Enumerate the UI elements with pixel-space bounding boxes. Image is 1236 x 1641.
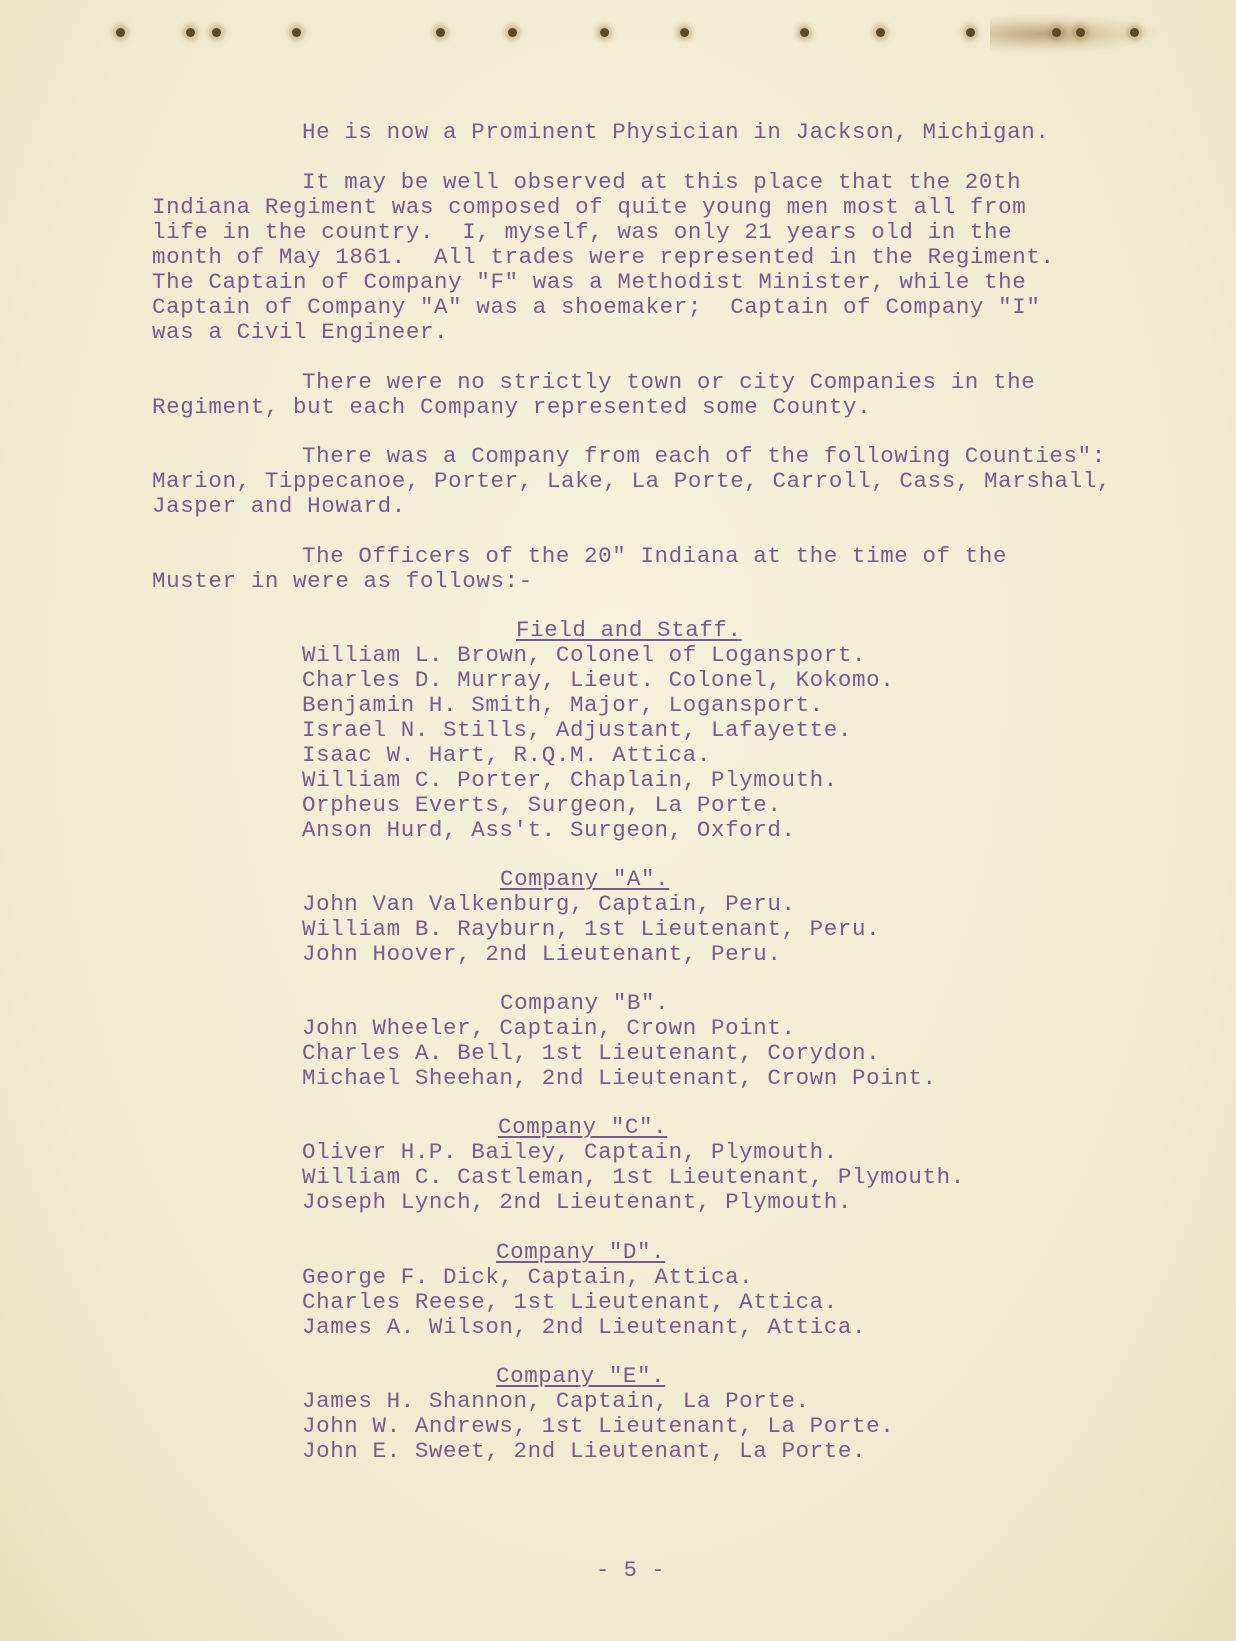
officer-entry: Charles D. Murray, Lieut. Colonel, Kokomo.	[302, 667, 895, 693]
officer-entry: William B. Rayburn, 1st Lieutenant, Peru.	[302, 916, 881, 942]
officer-entry: Benjamin H. Smith, Major, Logansport.	[302, 692, 824, 718]
text-line: Marion, Tippecanoe, Porter, Lake, La Porte, Carroll, Cass, Marshall,	[152, 468, 1111, 494]
officer-entry: George F. Dick, Captain, Attica.	[302, 1264, 754, 1290]
text-line: life in the country. I, myself, was only 21 years old in the	[152, 219, 1013, 245]
binding-hole	[186, 28, 195, 37]
text-line: Jasper and Howard.	[152, 493, 406, 519]
intro-line: He is now a Prominent Physician in Jackson, Michigan.	[302, 119, 1050, 145]
officer-entry: William C. Porter, Chaplain, Plymouth.	[302, 767, 838, 793]
page-number: - 5 -	[596, 1558, 666, 1583]
text-line: The Officers of the 20" Indiana at the time of the	[302, 543, 1008, 569]
text-line: It may be well observed at this place that the 20th	[302, 169, 1022, 195]
officer-entry: Oliver H.P. Bailey, Captain, Plymouth.	[302, 1139, 838, 1165]
section-heading: Field and Staff.	[516, 617, 742, 643]
binding-hole	[1076, 28, 1085, 37]
officer-entry: John W. Andrews, 1st Lieutenant, La Porte.	[302, 1413, 895, 1439]
section-heading: Company "B".	[500, 990, 670, 1016]
officer-entry: John Van Valkenburg, Captain, Peru.	[302, 891, 796, 917]
officer-entry: Charles A. Bell, 1st Lieutenant, Corydon.	[302, 1040, 881, 1066]
section-heading: Company "D".	[496, 1239, 666, 1265]
officer-entry: Israel N. Stills, Adjustant, Lafayette.	[302, 717, 852, 743]
binding-hole	[800, 28, 809, 37]
section-heading: Company "E".	[496, 1363, 666, 1389]
officer-entry: William L. Brown, Colonel of Logansport.	[302, 642, 867, 668]
text-line: The Captain of Company "F" was a Methodist Minister, while the	[152, 269, 1027, 295]
binding-holes	[0, 28, 1236, 58]
officer-entry: Joseph Lynch, 2nd Lieutenant, Plymouth.	[302, 1189, 852, 1215]
text-line: Captain of Company "A" was a shoemaker; Captain of Company "I"	[152, 294, 1041, 320]
officer-entry: Michael Sheehan, 2nd Lieutenant, Crown Point.	[302, 1065, 937, 1091]
binding-hole	[680, 28, 689, 37]
text-line: month of May 1861. All trades were represented in the Regiment.	[152, 244, 1055, 270]
binding-hole	[600, 28, 609, 37]
text-line: Indiana Regiment was composed of quite young men most all from	[152, 194, 1027, 220]
officer-entry: John Wheeler, Captain, Crown Point.	[302, 1015, 796, 1041]
binding-hole	[966, 28, 975, 37]
binding-hole	[116, 28, 125, 37]
binding-hole	[292, 28, 301, 37]
officer-entry: William C. Castleman, 1st Lieutenant, Plymouth.	[302, 1164, 965, 1190]
text-line: There were no strictly town or city Companies in the	[302, 369, 1036, 395]
section-heading: Company "C".	[498, 1114, 668, 1140]
text-line: Regiment, but each Company represented some County.	[152, 394, 872, 420]
officer-entry: James H. Shannon, Captain, La Porte.	[302, 1388, 810, 1414]
text-line: There was a Company from each of the following Counties":	[302, 443, 1106, 469]
binding-hole	[212, 28, 221, 37]
text-line: Muster in were as follows:-	[152, 568, 533, 594]
section-heading: Company "A".	[500, 866, 670, 892]
officer-entry: Anson Hurd, Ass't. Surgeon, Oxford.	[302, 817, 796, 843]
officer-entry: James A. Wilson, 2nd Lieutenant, Attica.	[302, 1314, 867, 1340]
binding-hole	[508, 28, 517, 37]
binding-hole	[436, 28, 445, 37]
binding-hole	[876, 28, 885, 37]
binding-hole	[1052, 28, 1061, 37]
officer-entry: John Hoover, 2nd Lieutenant, Peru.	[302, 941, 782, 967]
binding-hole	[1130, 28, 1139, 37]
officer-entry: John E. Sweet, 2nd Lieutenant, La Porte.	[302, 1438, 867, 1464]
text-line: was a Civil Engineer.	[152, 319, 449, 345]
officer-entry: Isaac W. Hart, R.Q.M. Attica.	[302, 742, 711, 768]
officer-entry: Charles Reese, 1st Lieutenant, Attica.	[302, 1289, 838, 1315]
officer-entry: Orpheus Everts, Surgeon, La Porte.	[302, 792, 782, 818]
